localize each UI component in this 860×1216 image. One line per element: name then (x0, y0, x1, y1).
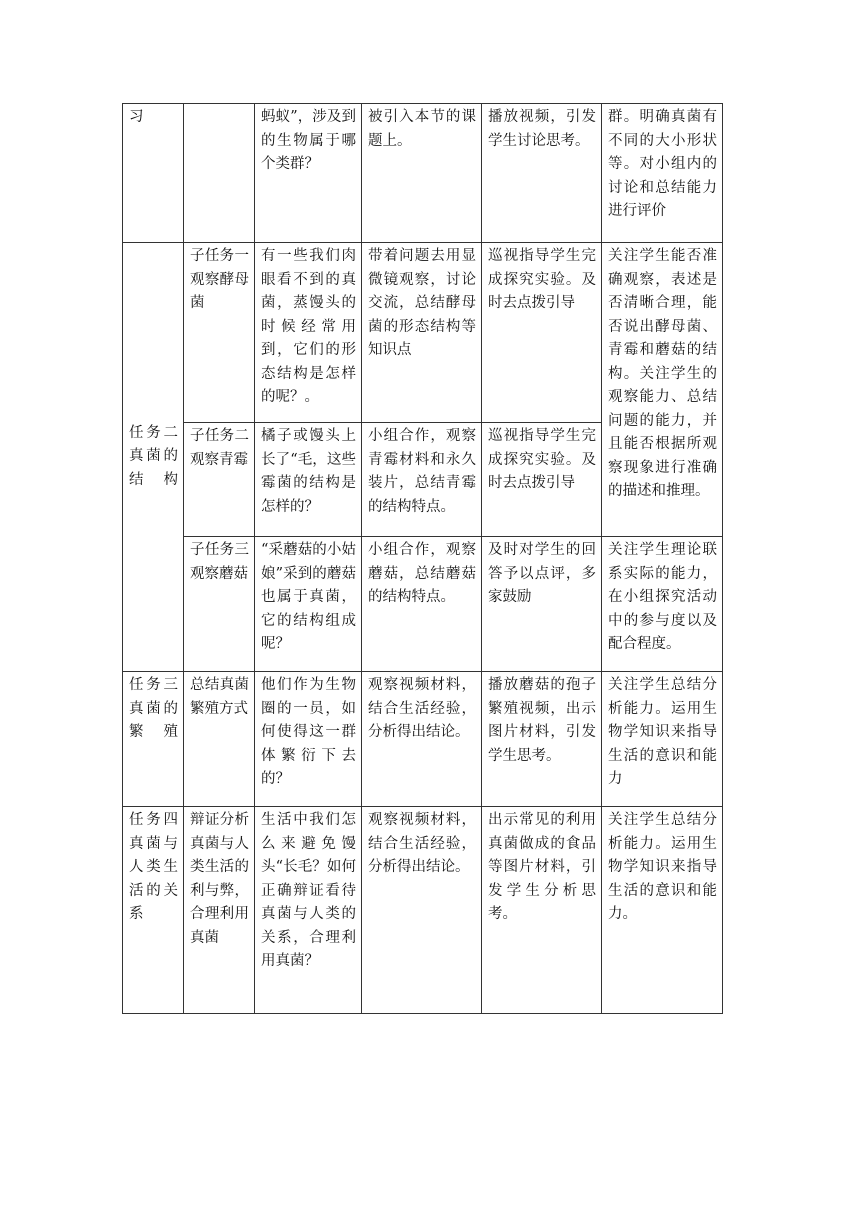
evaluation-cell: 群。明确真菌有不同的大小形状等。对小组内的讨论和总结能力进行评价 (602, 104, 723, 243)
scenario-cell: 生活中我们怎么来避免馒头“长毛？如何正确辩证看待真菌与人类的关系，合理利用真菌？ (255, 807, 362, 1014)
student-activity-cell: 带着问题去用显微镜观察，讨论交流，总结酵母菌的形态结构等知识点 (362, 243, 482, 423)
teacher-activity-cell: 巡视指导学生完成探究实验。及时去点拨引导 (482, 423, 602, 537)
stage-cell: 任务二真菌的结构 (123, 243, 184, 672)
stage-cell: 任务三真菌的繁殖 (123, 672, 184, 807)
scenario-cell: 有一些我们肉眼看不到的真菌，蒸馒头的时候经常用到，它们的形态结构是怎样的呢？。 (255, 243, 362, 423)
scenario-cell: 橘子或馒头上长了“毛，这些霉菌的结构是怎样的？ (255, 423, 362, 537)
teacher-activity-cell: 播放蘑菇的孢子繁殖视频，出示图片材料，引发学生思考。 (482, 672, 602, 807)
evaluation-cell: 关注学生理论联系实际的能力，在小组探究活动中的参与度以及配合程度。 (602, 537, 723, 672)
student-activity-cell: 被引入本节的课题上。 (362, 104, 482, 243)
teacher-activity-cell: 及时对学生的回答予以点评，多家鼓励 (482, 537, 602, 672)
subtask-cell: 子任务三观察蘑菇 (184, 537, 255, 672)
subtask-cell: 子任务二观察青霉 (184, 423, 255, 537)
teacher-activity-cell: 出示常见的利用真菌做成的食品等图片材料，引发学生分析思考。 (482, 807, 602, 1014)
evaluation-cell: 关注学生总结分析能力。运用生物学知识来指导生活的意识和能力。 (602, 807, 723, 1014)
subtask-cell (184, 104, 255, 243)
scenario-cell: 他们作为生物圈的一员，如何使得这一群体繁衍下去的？ (255, 672, 362, 807)
evaluation-cell: 关注学生能否准确观察，表述是否清晰合理，能否说出酵母菌、青霉和蘑菇的结构。关注学生的观察能力、总结问题的能力，并且能否根据所观察现象进行准确的描述和推理。 (602, 243, 723, 537)
subtask-cell: 子任务一观察酵母菌 (184, 243, 255, 423)
stage-cell: 习 (123, 104, 184, 243)
evaluation-cell: 关注学生总结分析能力。运用生物学知识来指导生活的意识和能力 (602, 672, 723, 807)
subtask-cell: 辩证分析真菌与人类生活的利与弊，合理利用真菌 (184, 807, 255, 1014)
table-row (123, 807, 723, 1014)
student-activity-cell: 小组合作，观察蘑菇，总结蘑菇的结构特点。 (362, 537, 482, 672)
student-activity-cell: 观察视频材料，结合生活经验，分析得出结论。 (362, 672, 482, 807)
teacher-activity-cell: 播放视频，引发学生讨论思考。 (482, 104, 602, 243)
stage-cell: 任务四真菌与人类生活的关系 (123, 807, 184, 1014)
scenario-cell: “采蘑菇的小姑娘”采到的蘑菇也属于真菌，它的结构组成呢？ (255, 537, 362, 672)
table-row (123, 537, 723, 672)
subtask-cell: 总结真菌繁殖方式 (184, 672, 255, 807)
lesson-plan-table (122, 103, 723, 1014)
student-activity-cell: 小组合作，观察青霉材料和永久装片，总结青霉的结构特点。 (362, 423, 482, 537)
scenario-cell: 蚂蚁”，涉及到的生物属于哪个类群？ (255, 104, 362, 243)
student-activity-cell: 观察视频材料，结合生活经验，分析得出结论。 (362, 807, 482, 1014)
teacher-activity-cell: 巡视指导学生完成探究实验。及时去点拨引导 (482, 243, 602, 423)
table-row (123, 104, 723, 243)
table-row (123, 672, 723, 807)
table-row (123, 243, 723, 423)
